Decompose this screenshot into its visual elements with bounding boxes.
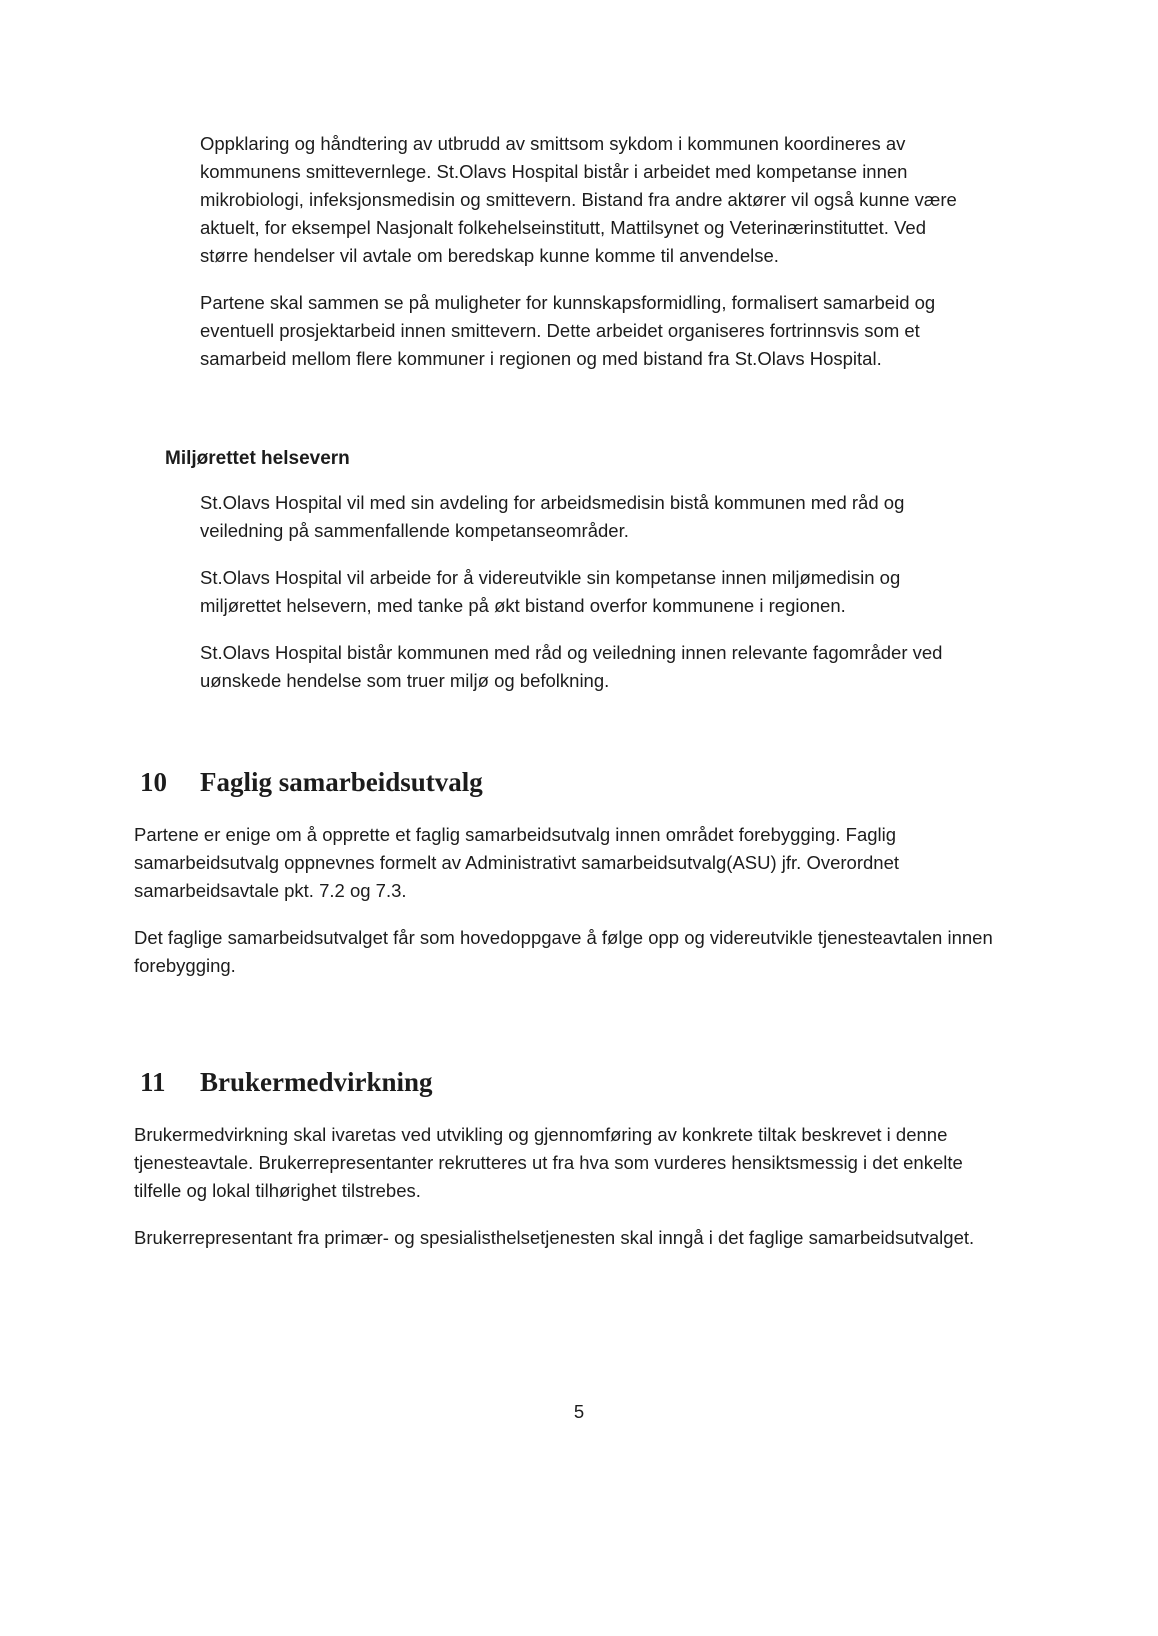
paragraph-section10-1: Partene er enige om å opprette et faglig samarbeidsutvalg innen området forebygging. Faglig samarbeidsutvalg oppnevnes formelt av Administrativt samarbeidsutvalg(ASU) jfr. Overordnet samarbeidsavtale pkt. 7.2 og 7.3. (134, 824, 900, 901)
section-10-number: 10 (140, 767, 167, 797)
section-heading-10 (140, 765, 1002, 799)
paragraph-miljorettet-1: St.Olavs Hospital vil med sin avdeling for arbeidsmedisin bistå kommunen med råd og veiledning på sammenfallende kompetanseområder. (200, 492, 905, 541)
paragraph-miljorettet-3: St.Olavs Hospital bistår kommunen med råd og veiledning innen relevante fagområder ved uønskede hendelse som truer miljø og befolkning. (200, 642, 943, 691)
section-11-number: 11 (140, 1067, 166, 1097)
subsection-heading-miljorettet-helsevern: Miljørettet helsevern (165, 448, 350, 469)
document-content (134, 0, 1002, 1271)
paragraph-section10-2: Det faglige samarbeidsutvalget får som hovedoppgave å følge opp og videreutvikle tjenesteavtalen innen forebygging. (134, 927, 993, 976)
section-11-title: Brukermedvirkning (200, 1067, 433, 1097)
paragraph-smittevern-1: Oppklaring og håndtering av utbrudd av smittsom sykdom i kommunen koordineres av kommunens smittevernlege. St.Olavs Hospital bistår i arbeidet med kompetanse innen mikrobiologi, infeksjonsmedisin og smittevern. Bistand fra andre aktører vil også kunne være aktuelt, for eksempel Nasjonalt folkehelseinstitutt, Mattilsynet og Veterinærinstituttet. Ved større hendelser vil avtale om beredskap kunne komme til anvendelse. (200, 133, 957, 266)
paragraph-section11-1: Brukermedvirkning skal ivaretas ved utvikling og gjennomføring av konkrete tiltak beskrevet i denne tjenesteavtale. Brukerrepresentanter rekrutteres ut fra hva som vurderes hensiktsmessig i det enkelte tilfelle og lokal tilhørighet tilstrebes. (134, 1124, 963, 1201)
paragraph-miljorettet-2: St.Olavs Hospital vil arbeide for å videreutvikle sin kompetanse innen miljømedisin og miljørettet helsevern, med tanke på økt bistand overfor kommunene i regionen. (200, 567, 901, 616)
section-10-title: Faglig samarbeidsutvalg (200, 767, 483, 797)
page-number: 5 (573, 1401, 585, 1422)
paragraph-smittevern-2: Partene skal sammen se på muligheter for kunnskapsformidling, formalisert samarbeid og eventuell prosjektarbeid innen smittevern. Dette arbeidet organiseres fortrinnsvis som et samarbeid mellom flere kommuner i regionen og med bistand fra St.Olavs Hospital. (200, 292, 936, 369)
section-heading-11 (140, 1065, 1002, 1099)
paragraph-section11-2: Brukerrepresentant fra primær- og spesialisthelsetjenesten skal inngå i det faglige samarbeidsutvalget. (134, 1227, 975, 1248)
